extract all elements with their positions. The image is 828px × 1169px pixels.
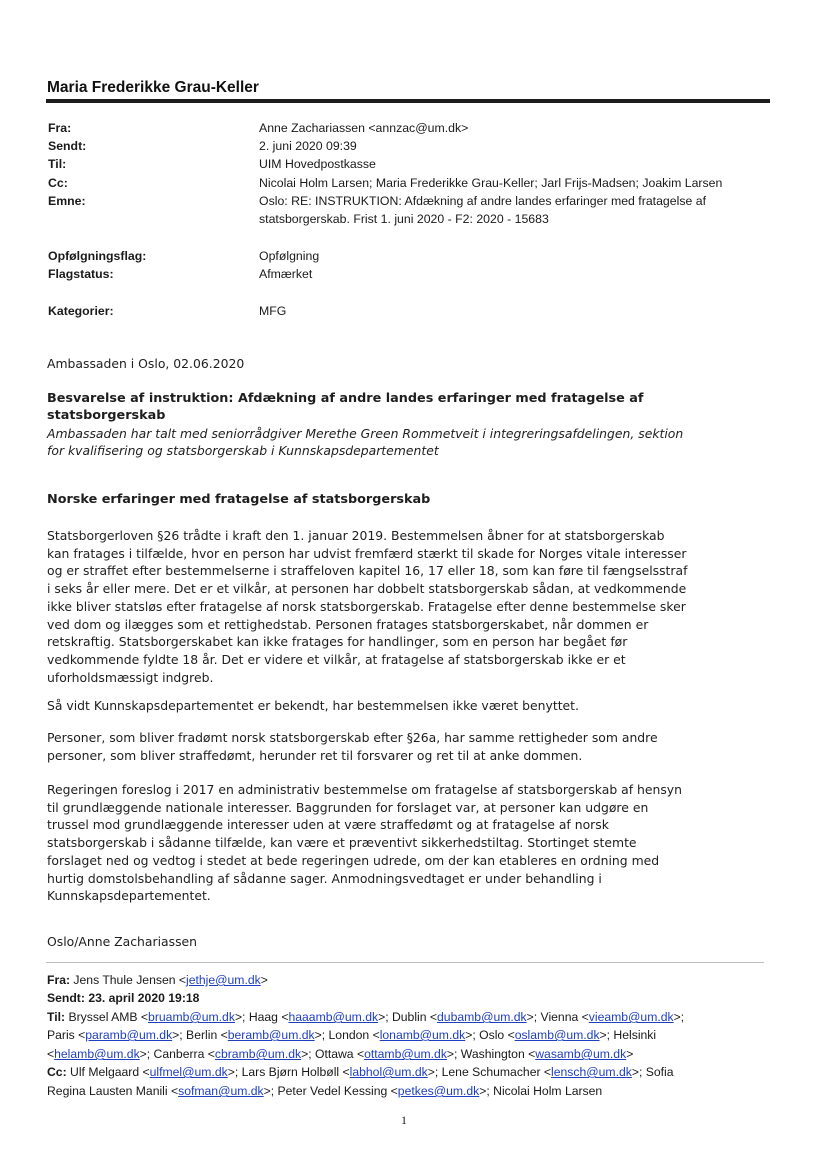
para1-line: uforholdsmæssigt indgreb. (47, 669, 214, 685)
para3-line: Personer, som bliver fradømt norsk statsborgerskab efter §26a, har samme rettigheder som andre (47, 730, 658, 745)
fwd-til-line1 (47, 1008, 782, 1027)
fwd-cc-line1 (47, 1063, 782, 1082)
recipient-text: >; Berlin < (172, 1028, 228, 1042)
page-number: 1 (401, 1113, 407, 1127)
para1-line: ved dom og ilægges som et rettighedstab. Personen fratages statsborgerskabet, når dommen er (47, 616, 649, 632)
fwd-fra-label: Fra: (47, 973, 71, 987)
para1-line: retskraftig. Statsborgerskabet kan ikke fratages for handlinger, som en person har begået før (47, 634, 628, 650)
email-link[interactable]: dubamb@um.dk (437, 1010, 527, 1024)
recipient-text: >; (673, 1010, 685, 1024)
fwd-til-recipients-2 (47, 1028, 656, 1042)
para4-line: trussel mod grundlæggende interesser uden at være straffedømt og at fratagelse af norsk (47, 817, 609, 833)
fwd-sendt-line (47, 989, 782, 1008)
place-date: Ambassaden i Oslo, 02.06.2020 (47, 356, 245, 371)
fra-value: Anne Zachariassen <annzac@um.dk> (259, 121, 469, 135)
email-link[interactable]: haaamb@um.dk (288, 1010, 379, 1024)
email-link[interactable]: beramb@um.dk (227, 1028, 315, 1042)
paragraph-2: Så vidt Kunnskapsdepartementet er bekendt, har bestemmelsen ikke været benyttet. (47, 698, 579, 713)
forward-divider (46, 962, 764, 963)
til-value: UIM Hovedpostkasse (259, 157, 376, 171)
recipient-text: >; Helsinki (599, 1028, 657, 1042)
recipient-text: >; London < (314, 1028, 380, 1042)
sendt-label: Sendt: (48, 139, 87, 153)
para4-line: forslaget ned og vedtog i stedet at bede regeringen udrede, om der kan etableres en ordning med (47, 852, 660, 868)
email-link[interactable]: bruamb@um.dk (148, 1010, 235, 1024)
fwd-til-recipients-1 (68, 1010, 684, 1024)
cc-label: Cc: (48, 176, 68, 190)
recipient-text: >; Oslo < (465, 1028, 515, 1042)
sendt-value: 2. juni 2020 09:39 (259, 139, 357, 153)
emne-value-line2: statsborgerskab. Frist 1. juni 2020 - F2: 2020 - 15683 (259, 212, 549, 226)
document-title: Maria Frederikke Grau-Keller (47, 79, 259, 96)
fwd-sendt-label: Sendt: (47, 991, 85, 1005)
email-link[interactable]: lensch@um.dk (551, 1065, 632, 1079)
flag-value: Opfølgning (259, 249, 320, 263)
email-link[interactable]: petkes@um.dk (397, 1084, 480, 1098)
email-link[interactable]: paramb@um.dk (85, 1028, 173, 1042)
recipient-text: >; Sofia (631, 1065, 674, 1079)
flag-label: Opfølgningsflag: (48, 249, 147, 263)
email-link[interactable]: lonamb@um.dk (379, 1028, 466, 1042)
email-link[interactable]: cbramb@um.dk (214, 1047, 302, 1061)
heading-2: Norske erfaringer med fratagelse af statsborgerskab (47, 492, 431, 507)
para4-line: hurtig domstolsbehandling af sådanne sager. Anmodningsvedtaget er under behandling i (47, 870, 602, 886)
paragraph-1 (47, 527, 782, 686)
fwd-cc-recipients-1 (70, 1065, 673, 1079)
recipient-text: Ulf Melgaard < (70, 1065, 150, 1079)
recipient-text: >; Ottawa < (301, 1047, 365, 1061)
subtitle-line1: Ambassaden har talt med seniorrådgiver Merethe Green Rommetveit i integreringsafdelingen, sektion (47, 426, 684, 441)
para4-line: statsborgerskab i sådanne tilfælde, kan være et præventivt sikkerhedstiltag. Stortinget stemte (47, 835, 637, 851)
para1-line: og er straffet efter bestemmelserne i straffeloven kapitel 16, 17 eller 18, som kan føre til fængselsstraf (47, 563, 688, 579)
recipient-text: Regina Lausten Manili < (47, 1084, 179, 1098)
flagstatus-value: Afmærket (259, 267, 313, 281)
fra-label: Fra: (48, 121, 72, 135)
fwd-cc-label: Cc: (47, 1065, 67, 1079)
recipient-text: > (626, 1047, 634, 1061)
til-label: Til: (48, 157, 67, 171)
email-link[interactable]: ottamb@um.dk (364, 1047, 447, 1061)
subtitle-line2: for kvalifisering og statsborgerskab i Kunnskapsdepartementet (47, 443, 439, 458)
recipient-text: >; Nicolai Holm Larsen (479, 1084, 603, 1098)
email-link[interactable]: oslamb@um.dk (514, 1028, 600, 1042)
para1-line: kan fratages i tilfælde, hvor en person har udvist fremfærd stærkt til skade for Norges vitale interesser (47, 545, 687, 561)
recipient-text: Bryssel AMB < (68, 1010, 149, 1024)
email-link[interactable]: sofman@um.dk (178, 1084, 264, 1098)
recipient-text: >; Vienna < (526, 1010, 589, 1024)
para4-line: til grundlæggende nationale interesser. Baggrunden for forslaget var, at personer kan udgøre en (47, 799, 649, 815)
fwd-cc-line2 (47, 1082, 782, 1101)
recipient-text: >; Haag < (234, 1010, 289, 1024)
fwd-til-label: Til: (47, 1010, 66, 1024)
para3-line: personer, som bliver straffedømt, herunder ret til forsvarer og ret til at anke dommen. (47, 747, 583, 763)
email-link[interactable]: vieamb@um.dk (588, 1010, 674, 1024)
recipient-text: >; Lene Schumacher < (427, 1065, 552, 1079)
fwd-fra-end: > (260, 973, 268, 987)
fwd-fra-name: Jens Thule Jensen < (73, 973, 187, 987)
signature: Oslo/Anne Zachariassen (47, 934, 198, 949)
fwd-til-recipients-3 (47, 1047, 633, 1061)
heading-1-line1: Besvarelse af instruktion: Afdækning af andre landes erfaringer med fratagelse af (47, 391, 644, 406)
paragraph-3 (47, 729, 782, 764)
paragraph-4 (47, 781, 782, 905)
kategorier-value: MFG (259, 304, 287, 318)
cc-value: Nicolai Holm Larsen; Maria Frederikke Grau-Keller; Jarl Frijs-Madsen; Joakim Larsen (259, 176, 723, 190)
fwd-til-line3 (47, 1045, 782, 1064)
fwd-til-line2 (47, 1026, 782, 1045)
recipient-text: >; Dublin < (378, 1010, 438, 1024)
para1-line: vedkommende fyldte 18 år. Det er videre et vilkår, at fratagelse af statsborgerskab ikke er et (47, 651, 626, 667)
fwd-sendt-value: 23. april 2020 19:18 (88, 991, 200, 1005)
kategorier-label: Kategorier: (48, 304, 114, 318)
heading-1-line2: statsborgerskab (47, 408, 166, 423)
recipient-text: >; Canberra < (139, 1047, 215, 1061)
emne-label: Emne: (48, 194, 86, 208)
flagstatus-label: Flagstatus: (48, 267, 114, 281)
fwd-fra-line (47, 971, 782, 990)
fwd-cc-recipients-2 (47, 1084, 602, 1098)
recipient-text: Paris < (47, 1028, 86, 1042)
para1-line: Statsborgerloven §26 trådte i kraft den 1. januar 2019. Bestemmelsen åbner for at statsborgerskab (47, 528, 665, 543)
para1-line: ikke bliver statsløs efter fratagelse af norsk statsborgerskab. Fratagelse efter denne bestemmelse sker (47, 598, 686, 614)
para1-line: i seks år eller mere. Det er et vilkår, at personen har dobbelt statsborgerskab sådan, at vedkommende (47, 581, 687, 597)
recipient-text: >; Peter Vedel Kessing < (263, 1084, 398, 1098)
email-link[interactable]: labhol@um.dk (349, 1065, 428, 1079)
email-link[interactable]: helamb@um.dk (54, 1047, 140, 1061)
emne-value-line1: Oslo: RE: INSTRUKTION: Afdækning af andre landes erfaringer med fratagelse af (259, 194, 706, 208)
title-rule (46, 99, 770, 103)
recipient-text: >; Lars Bjørn Holbøll < (227, 1065, 350, 1079)
para4-line: Regeringen foreslog i 2017 en administrativ bestemmelse om fratagelse af statsborgerskab af hensyn (47, 782, 682, 797)
recipient-text: >; Washington < (446, 1047, 536, 1061)
email-link[interactable]: ulfmel@um.dk (149, 1065, 228, 1079)
recipient-text: < (47, 1047, 55, 1061)
para4-line: Kunnskapsdepartementet. (47, 888, 211, 904)
email-link[interactable]: wasamb@um.dk (535, 1047, 627, 1061)
fwd-fra-email-link[interactable]: jethje@um.dk (186, 973, 261, 987)
